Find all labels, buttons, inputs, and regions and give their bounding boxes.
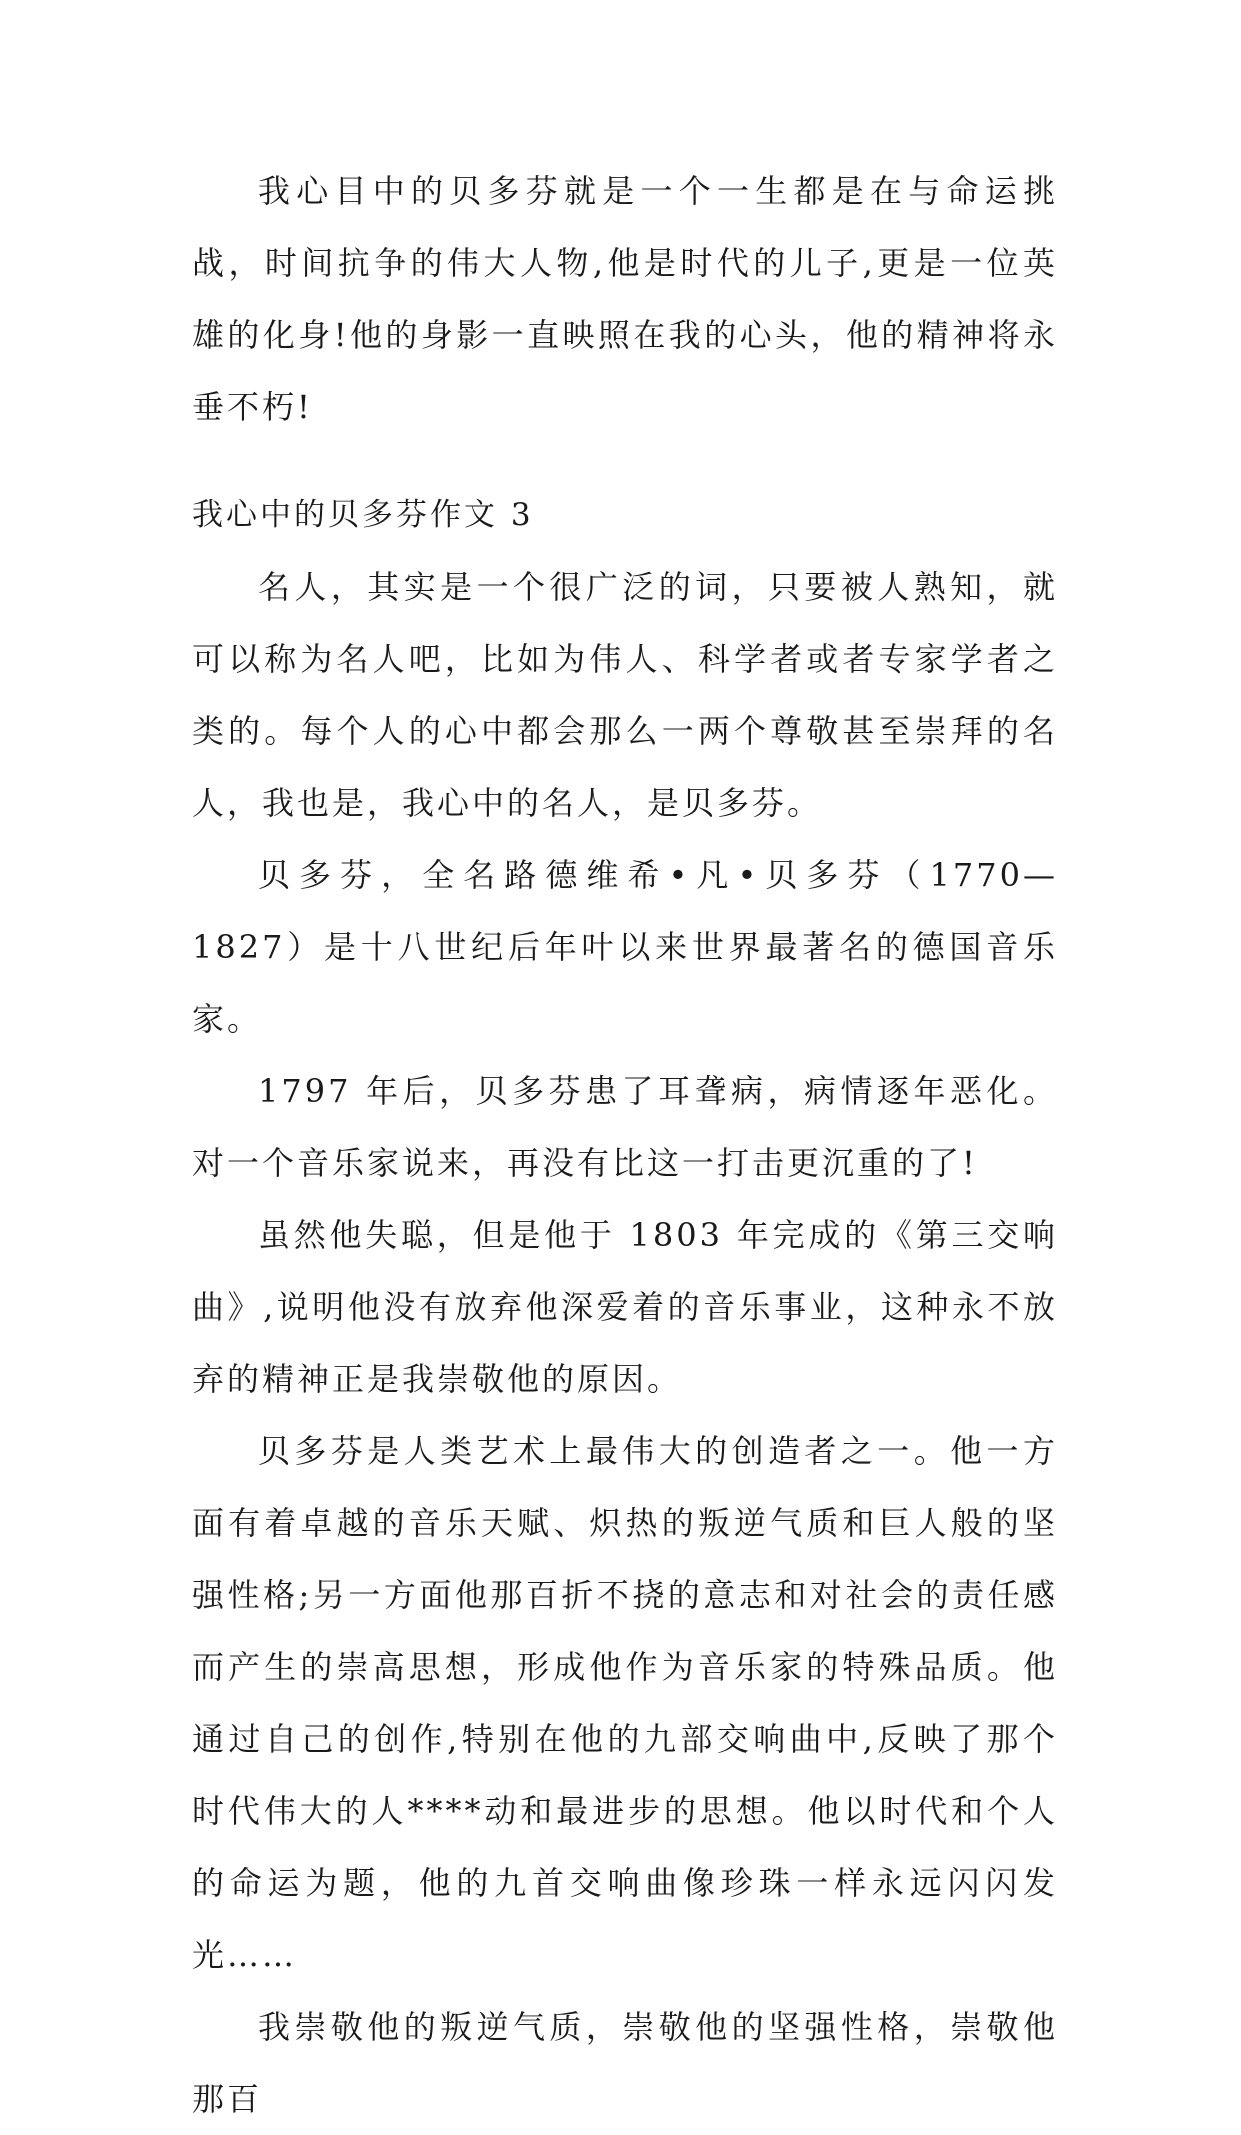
document-body xyxy=(192,155,1058,2135)
body-paragraph-6: 我崇敬他的叛逆气质，崇敬他的坚强性格，崇敬他那百 xyxy=(192,2008,1058,2118)
body-paragraph-5: 贝多芬是人类艺术上最伟大的创造者之一。他一方面有着卓越的音乐天赋、炽热的叛逆气质和巨人般的坚强性格;另一方面他那百折不挠的意志和对社会的责任感而产生的崇高思想，形成他作为音乐家的特殊品质。他通过自己的创作,特别在他的九部交响曲中,反映了那个时代伟大的人****动和最进步的思想。他以时代和个人的命运为题，他的九首交响曲像珍珠一样永远闪闪发光…… xyxy=(192,1432,1058,1974)
body-paragraph-4: 虽然他失聪，但是他于 1803 年完成的《第三交响曲》,说明他没有放弃他深爱着的音乐事业，这种永不放弃的精神正是我崇敬他的原因。 xyxy=(192,1216,1058,1398)
body-paragraph-1: 名人，其实是一个很广泛的词，只要被人熟知，就可以称为名人吧，比如为伟人、科学者或者专家学者之类的。每个人的心中都会那么一两个尊敬甚至崇拜的名人，我也是，我心中的名人，是贝多芬。 xyxy=(192,568,1058,822)
section-heading: 我心中的贝多芬作文 3 xyxy=(192,497,534,533)
body-paragraph-2: 贝多芬，全名路德维希•凡•贝多芬（1770—1827）是十八世纪后年叶以来世界最著名的德国音乐家。 xyxy=(192,856,1058,1038)
body-paragraph-3: 1797 年后，贝多芬患了耳聋病，病情逐年恶化。对一个音乐家说来，再没有比这一打击更沉重的了! xyxy=(192,1072,1058,1182)
intro-paragraph: 我心目中的贝多芬就是一个一生都是在与命运挑战，时间抗争的伟大人物,他是时代的儿子,更是一位英雄的化身!他的身影一直映照在我的心头，他的精神将永垂不朽! xyxy=(192,172,1058,426)
